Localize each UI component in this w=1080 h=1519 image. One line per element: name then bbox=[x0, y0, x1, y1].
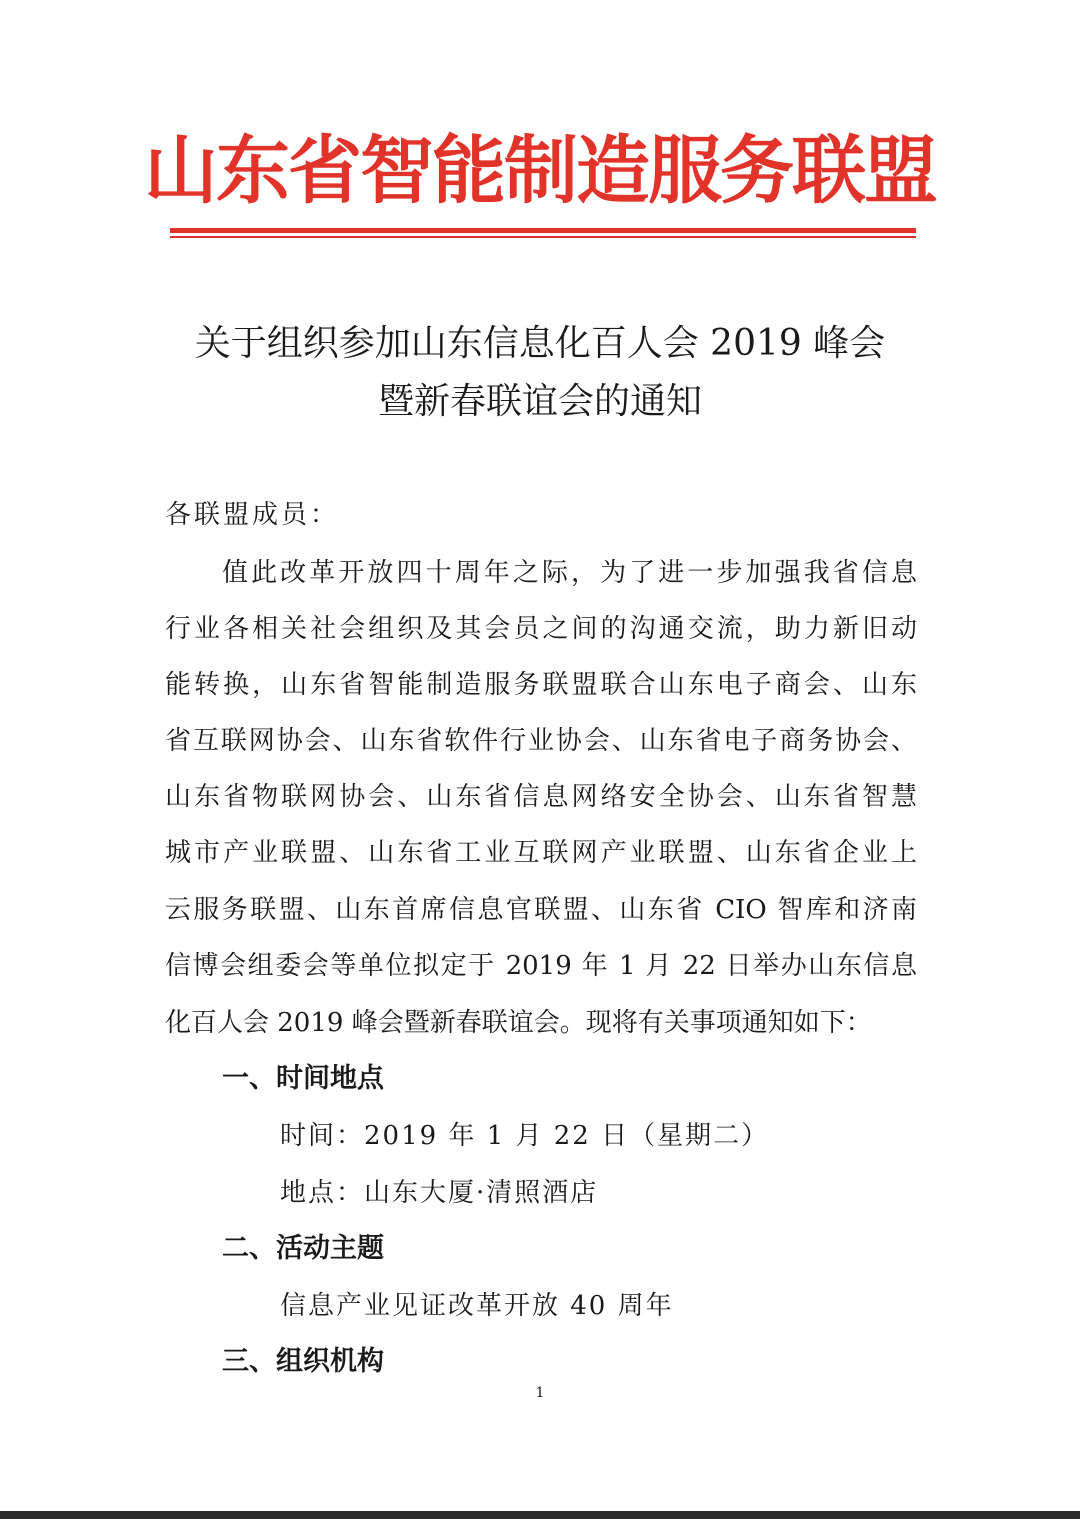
page-number: 1 bbox=[535, 1385, 545, 1401]
paragraph-line: 省互联网协会、山东省软件行业协会、山东省电子商务协会、 bbox=[165, 726, 917, 756]
paragraph-line: 化百人会 2019 峰会暨新春联谊会。现将有关事项通知如下： bbox=[165, 1008, 872, 1038]
paragraph-line: 城市产业联盟、山东省工业互联网产业联盟、山东省企业上 bbox=[165, 838, 917, 868]
header-rule-thin bbox=[170, 236, 916, 238]
header-rule-thick bbox=[170, 228, 916, 233]
section-heading-organization: 三、组织机构 bbox=[222, 1346, 384, 1377]
event-location: 地点：山东大厦·清照酒店 bbox=[280, 1178, 599, 1208]
event-theme: 信息产业见证改革开放 40 周年 bbox=[280, 1291, 674, 1321]
paragraph-line: 信博会组委会等单位拟定于 2019 年 1 月 22 日举办山东信息 bbox=[165, 951, 917, 981]
paragraph-line: 值此改革开放四十周年之际，为了进一步加强我省信息 bbox=[222, 558, 917, 588]
paragraph-line: 行业各相关社会组织及其会员之间的沟通交流，助力新旧动 bbox=[165, 614, 917, 644]
section-heading-theme: 二、活动主题 bbox=[222, 1233, 384, 1264]
salutation: 各联盟成员： bbox=[165, 500, 340, 530]
notice-title-line-1: 关于组织参加山东信息化百人会 2019 峰会 bbox=[194, 323, 886, 364]
paragraph-line: 云服务联盟、山东首席信息官联盟、山东省 CIO 智库和济南 bbox=[165, 895, 917, 925]
section-heading-time-place: 一、时间地点 bbox=[222, 1063, 384, 1094]
bottom-edge-bar bbox=[0, 1511, 1080, 1519]
notice-title-line-2: 暨新春联谊会的通知 bbox=[377, 381, 702, 422]
org-header: 山东省智能制造服务联盟 bbox=[144, 128, 936, 214]
paragraph-line: 山东省物联网协会、山东省信息网络安全协会、山东省智慧 bbox=[165, 782, 917, 812]
paragraph-line: 能转换，山东省智能制造服务联盟联合山东电子商会、山东 bbox=[165, 670, 917, 700]
event-time: 时间：2019 年 1 月 22 日（星期二） bbox=[280, 1121, 770, 1151]
